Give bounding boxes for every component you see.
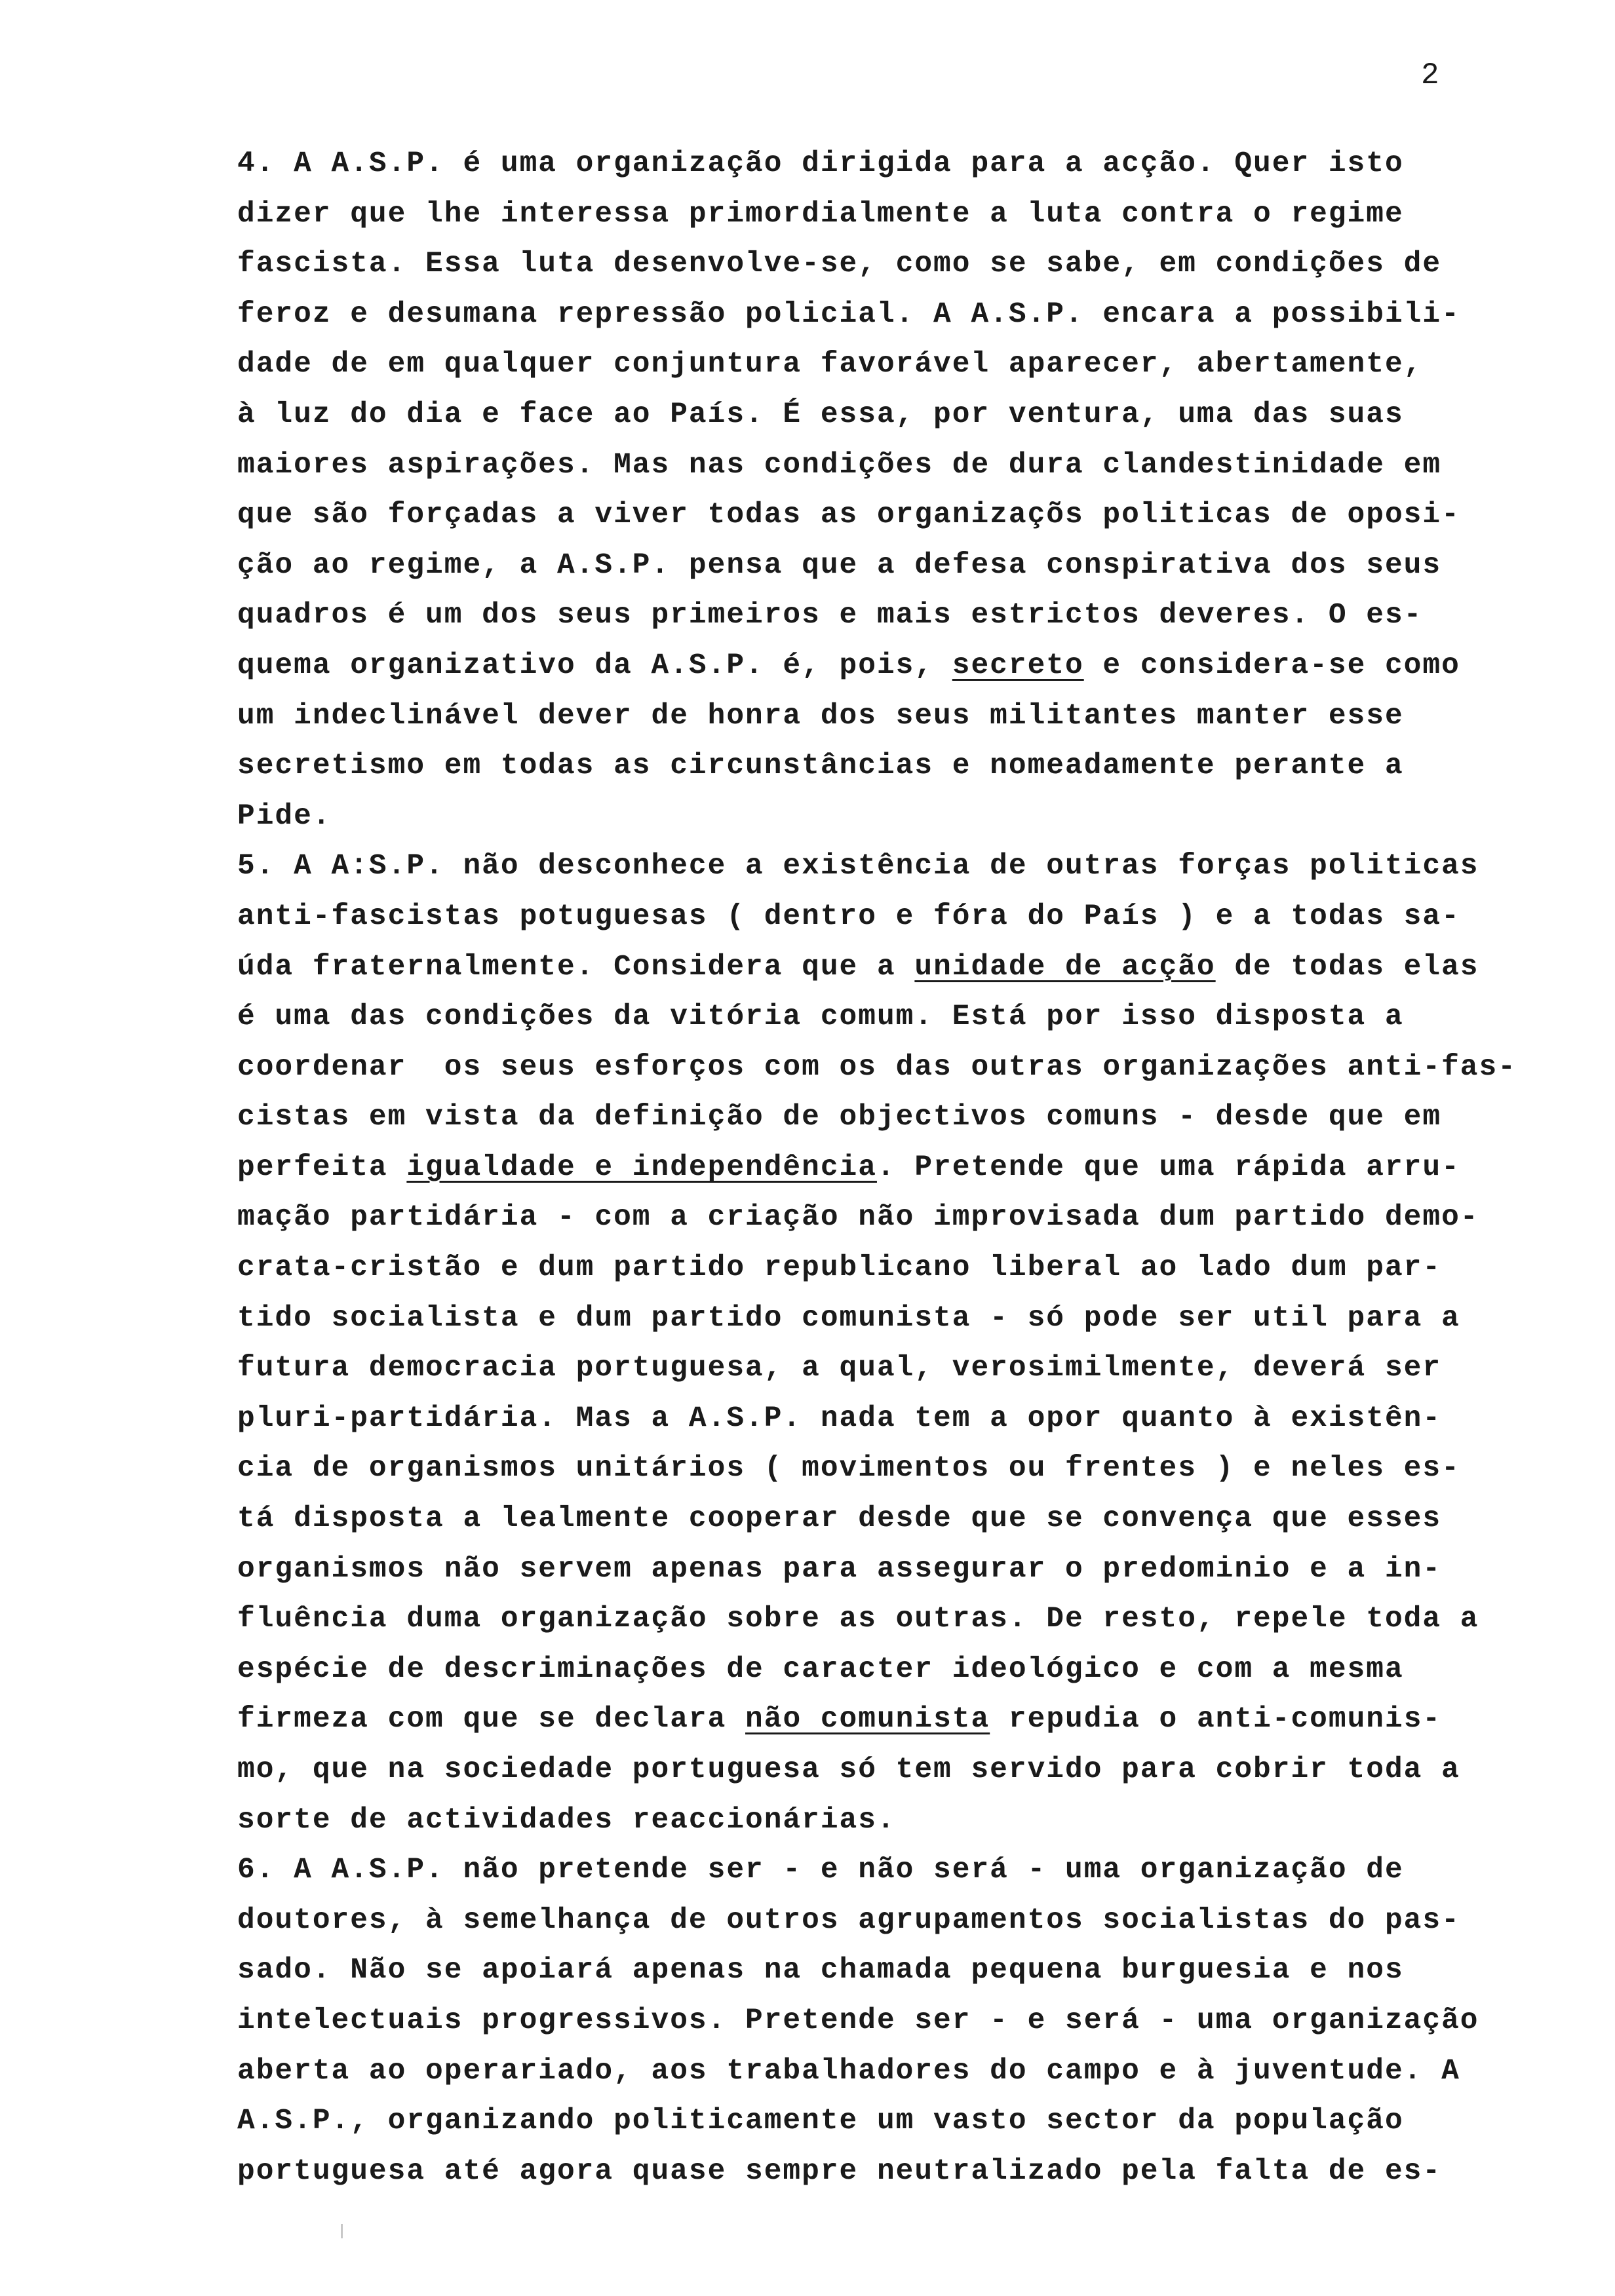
text-line: feroz e desumana repressão policial. A A.S.P. encara a possibili- <box>237 297 1460 331</box>
text-line: crata-cristão e dum partido republicano liberal ao lado dum par- <box>237 1252 1442 1285</box>
typewritten-text <box>237 139 1587 2196</box>
text-line: 5. A A:S.P. não desconhece a existência de outras forças politicas <box>237 850 1479 883</box>
underlined-phrase: não comunista <box>745 1703 990 1736</box>
underlined-phrase: igualdade e independência <box>406 1151 877 1184</box>
text-line: futura democracia portuguesa, a qual, verosimilmente, deverá ser <box>237 1352 1442 1385</box>
text-line: mação partidária - com a criação não improvisada dum partido demo- <box>237 1201 1479 1234</box>
page-number: 2 <box>1421 58 1439 92</box>
underlined-phrase: secreto <box>952 649 1084 682</box>
underlined-phrase: unidade de acção <box>914 950 1216 984</box>
text-segment: quema organizativo da A.S.P. é, pois, <box>237 649 952 682</box>
text-line: organismos não servem apenas para assegurar o predominio e a in- <box>237 1552 1442 1586</box>
text-line: fluência duma organização sobre as outras. De resto, repele toda a <box>237 1603 1479 1636</box>
text-line: maiores aspirações. Mas nas condições de dura clandestinidade em <box>237 448 1442 482</box>
text-line: A.S.P., organizando politicamente um vasto sector da população <box>237 2105 1404 2138</box>
text-line: um indeclinável dever de honra dos seus militantes manter esse <box>237 699 1404 733</box>
text-line: intelectuais progressivos. Pretende ser - e será - uma organização <box>237 2004 1479 2037</box>
text-line: que são forçadas a viver todas as organizaçõs politicas de oposi- <box>237 499 1460 532</box>
text-line: quadros é um dos seus primeiros e mais estrictos deveres. O es- <box>237 599 1423 632</box>
text-line: portuguesa até agora quase sempre neutralizado pela falta de es- <box>237 2154 1442 2188</box>
stray-mark <box>341 2224 343 2238</box>
text-line: tá disposta a lealmente cooperar desde que se convença que esses <box>237 1502 1442 1536</box>
text-line: Pide. <box>237 799 332 833</box>
text-segment: firmeza com que se declara <box>237 1703 746 1736</box>
text-line: cistas em vista da definição de objectivos comuns - desde que em <box>237 1101 1442 1134</box>
text-line: é uma das condições da vitória comum. Está por isso disposta a <box>237 1001 1404 1034</box>
text-line: secretismo em todas as circunstâncias e nomeadamente perante a <box>237 750 1404 783</box>
text-line: pluri-partidária. Mas a A.S.P. nada tem a opor quanto à existên- <box>237 1402 1442 1435</box>
text-segment: e considera-se como <box>1083 649 1460 682</box>
text-segment: repudia o anti-comunis- <box>990 1703 1442 1736</box>
text-line: 6. A A.S.P. não pretende ser - e não será - uma organização de <box>237 1854 1404 1887</box>
text-segment: de todas elas <box>1215 950 1479 984</box>
text-line: cia de organismos unitários ( movimentos ou frentes ) e neles es- <box>237 1452 1460 1485</box>
text-line <box>237 1694 1587 1745</box>
text-line: dizer que lhe interessa primordialmente a luta contra o regime <box>237 197 1404 231</box>
text-line <box>237 1143 1587 1193</box>
text-line: mo, que na sociedade portuguesa só tem servido para cobrir toda a <box>237 1753 1460 1786</box>
text-segment: úda fraternalmente. Considera que a <box>237 950 915 984</box>
text-line: ção ao regime, a A.S.P. pensa que a defesa conspirativa dos seus <box>237 548 1442 582</box>
text-line <box>237 942 1587 993</box>
text-line: fascista. Essa luta desenvolve-se, como se sabe, em condições de <box>237 248 1442 281</box>
text-line: 4. A A.S.P. é uma organização dirigida para a acção. Quer isto <box>237 147 1404 180</box>
text-line: doutores, à semelhança de outros agrupamentos socialistas do pas- <box>237 1904 1460 1937</box>
text-segment: . Pretende que uma rápida arru- <box>876 1151 1460 1184</box>
text-line: dade de em qualquer conjuntura favorável aparecer, abertamente, <box>237 348 1423 381</box>
text-line: tido socialista e dum partido comunista - só pode ser util para a <box>237 1301 1460 1335</box>
text-line <box>237 641 1587 691</box>
text-line: anti-fascistas potuguesas ( dentro e fóra do País ) e a todas sa- <box>237 900 1460 933</box>
text-line: espécie de descriminações de caracter ideológico e com a mesma <box>237 1653 1404 1686</box>
text-line: sado. Não se apoiará apenas na chamada pequena burguesia e nos <box>237 1954 1404 1987</box>
text-line: à luz do dia e face ao País. É essa, por ventura, uma das suas <box>237 398 1404 431</box>
text-line: coordenar os seus esforços com os das outras organizações anti-fas- <box>237 1050 1517 1084</box>
text-line: sorte de actividades reaccionárias. <box>237 1803 896 1837</box>
text-segment: perfeita <box>237 1151 407 1184</box>
text-line: aberta ao operariado, aos trabalhadores do campo e à juventude. A <box>237 2054 1460 2088</box>
